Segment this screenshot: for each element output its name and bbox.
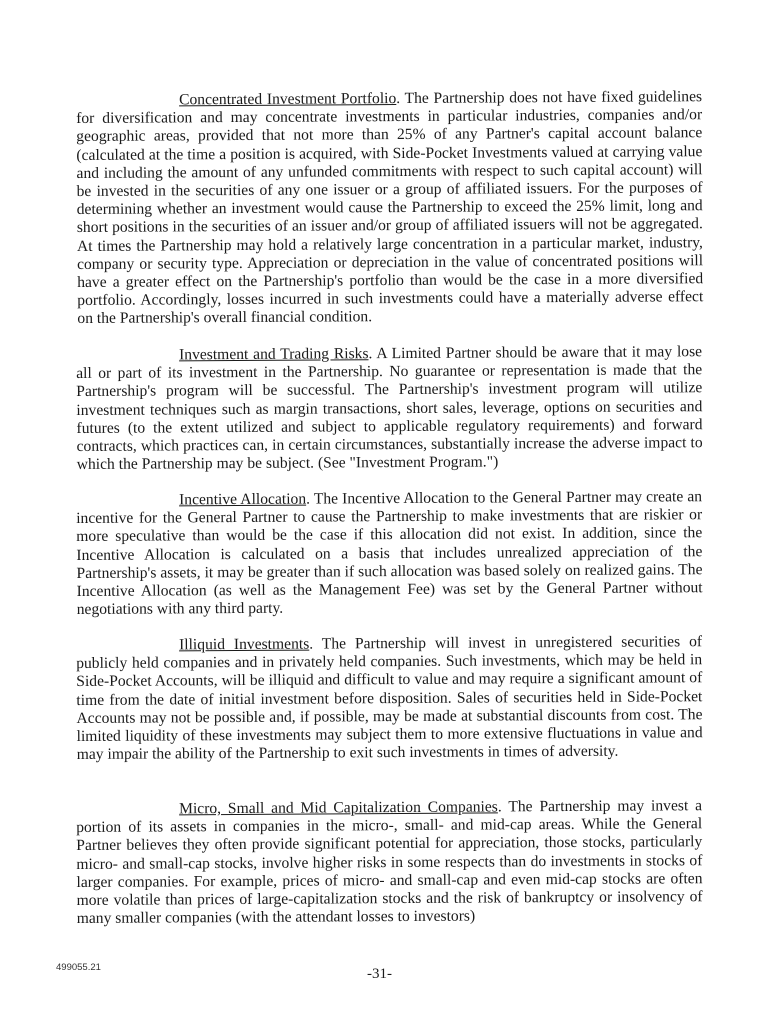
paragraph-body: The Incentive Allocation to the General Partner may create an incentive for the General Partner to cause the Partnership to make investments that are riskier or more speculative than would be the case if this allocation did not exist. In addition, since the Incentive Allocation is calculated on a basis that includes unrealized appreciation of the Partnership's assets, it may be greater than if such allocation was based solely on realized gains. The Incentive Allocation (as well as the Management Fee) was set by the General Partner without negotiations with any third party. — [76, 488, 703, 619]
paragraph-heading: Incentive Allocation — [178, 490, 307, 509]
paragraph-heading: Concentrated Investment Portfolio — [178, 90, 397, 109]
paragraph-incentive-allocation: Incentive Allocation. The Incentive Allocation to the General Partner may create an incentive for the General Partner to cause the Partnership to make investments that are riskier or more speculative than would be the case if this allocation did not exist. In addition, since the Incentive Allocation is calculated on a basis that includes unrealized appreciation of the Partnership's assets, it may be greater than if such allocation was based solely on realized gains. The Incentive Allocation (as well as the Management Fee) was set by the General Partner without negotiations with any third party. — [76, 488, 703, 619]
paragraph-illiquid-investments: Illiquid Investments. The Partnership will invest in unregistered securities of publicly held companies and in privately held companies. Such investments, which may be held in Side-Pocket Accounts, will be illiquid and difficult to value and may require a significant amount of time from the date of initial investment before disposition. Sales of securities held in Side-Pocket Accounts may not be possible and, if possible, may be made at substantial discounts from cost. The limited liquidity of these investments may subject them to more extensive fluctuations in value and may impair the ability of the Partnership to exit such investments in times of adversity. — [76, 633, 703, 764]
paragraph-body: The Partnership may invest a portion of its assets in companies in the micro-, small- and mid-cap areas. While the General Partner believes they often provide significant potential for appreciation, those stocks, particularly micro- and small-cap stocks, involve higher risks in some respects than do investments in stocks of larger companies. For example, prices of micro- and small-cap and even mid-cap stocks are often more volatile than prices of large-capitalization stocks and the risk of bankruptcy or insolvency of many smaller companies (with the attendant losses to investors) — [76, 797, 703, 928]
paragraph-heading: Micro, Small and Mid Capitalization Companies — [178, 798, 498, 818]
paragraph-heading: Investment and Trading Risks — [178, 345, 369, 364]
paragraph-body: The Partnership does not have fixed guidelines for diversification and may concentrate investments in particular industries, companies and/or geographic areas, provided that not more than 25% of any Partner's capital account balance (calculated at the time a position is acquired, with Side-Pocket Investments valued at carrying value and including the amount of any unfunded commitments with respect to such capital account) will be invested in the securities of any one issuer or a group of affiliated issuers. For the purposes of determining whether an investment would cause the Partnership to exceed the 25% limit, long and short positions in the securities of an issuer and/or group of affiliated issuers will not be aggregated. At times the Partnership may hold a relatively large concentration in a particular market, industry, company or security type. Appreciation or depreciation in the value of concentrated positions will have a greater effect on the Partnership's portfolio than would be the case in a more diversified portfolio. Accordingly, losses incurred in such investments could have a materially adverse effect on the Partnership's overall financial condition. — [76, 88, 704, 328]
paragraph-body: A Limited Partner should be aware that it may lose all or part of its investment in the Partnership. No guarantee or representation is made that the Partnership's program will be successful. The Partnership's investment program will utilize investment techniques such as margin transactions, short sales, leverage, options on securities and futures (to the extent utilized and subject to applicable regulatory requirements) and forward contracts, which practices can, in certain circumstances, substantially increase the adverse impact to which the Partnership may be subject. (See "Investment Program.") — [76, 343, 703, 474]
document-id: 499055.21 — [56, 962, 101, 973]
paragraph-body: The Partnership will invest in unregistered securities of publicly held companies and in privately held companies. Such investments, which may be held in Side-Pocket Accounts, will be illiquid and difficult to value and may require a significant amount of time from the date of initial investment before disposition. Sales of securities held in Side-Pocket Accounts may not be possible and, if possible, may be made at substantial discounts from cost. The limited liquidity of these investments may subject them to more extensive fluctuations in value and may impair the ability of the Partnership to exit such investments in times of adversity. — [76, 633, 703, 764]
paragraph-heading: Illiquid Investments — [178, 635, 310, 654]
page-number: -31- — [367, 966, 392, 982]
paragraph-micro-small-mid-cap: Micro, Small and Mid Capitalization Companies. The Partnership may invest a portion of its assets in companies in the micro-, small- and mid-cap areas. While the General Partner believes they often provide significant potential for appreciation, those stocks, particularly micro- and small-cap stocks, involve higher risks in some respects than do investments in stocks of larger companies. For example, prices of micro- and small-cap and even mid-cap stocks are often more volatile than prices of large-capitalization stocks and the risk of bankruptcy or insolvency of many smaller companies (with the attendant losses to investors) — [76, 797, 703, 928]
paragraph-concentrated-investment-portfolio: Concentrated Investment Portfolio. The Partnership does not have fixed guidelines for diversification and may concentrate investments in particular industries, companies and/or geographic areas, provided that not more than 25% of any Partner's capital account balance (calculated at the time a position is acquired, with Side-Pocket Investments valued at carrying value and including the amount of any unfunded commitments with respect to such capital account) will be invested in the securities of any one issuer or a group of affiliated issuers. For the purposes of determining whether an investment would cause the Partnership to exceed the 25% limit, long and short positions in the securities of an issuer and/or group of affiliated issuers will not be aggregated. At times the Partnership may hold a relatively large concentration in a particular market, industry, company or security type. Appreciation or depreciation in the value of concentrated positions will have a greater effect on the Partnership's portfolio than would be the case in a more diversified portfolio. Accordingly, losses incurred in such investments could have a materially adverse effect on the Partnership's overall financial condition. — [76, 88, 704, 328]
paragraph-investment-and-trading-risks: Investment and Trading Risks. A Limited Partner should be aware that it may lose all or part of its investment in the Partnership. No guarantee or representation is made that the Partnership's program will be successful. The Partnership's investment program will utilize investment techniques such as margin transactions, short sales, leverage, options on securities and futures (to the extent utilized and subject to applicable regulatory requirements) and forward contracts, which practices can, in certain circumstances, substantially increase the adverse impact to which the Partnership may be subject. (See "Investment Program.") — [76, 343, 703, 474]
